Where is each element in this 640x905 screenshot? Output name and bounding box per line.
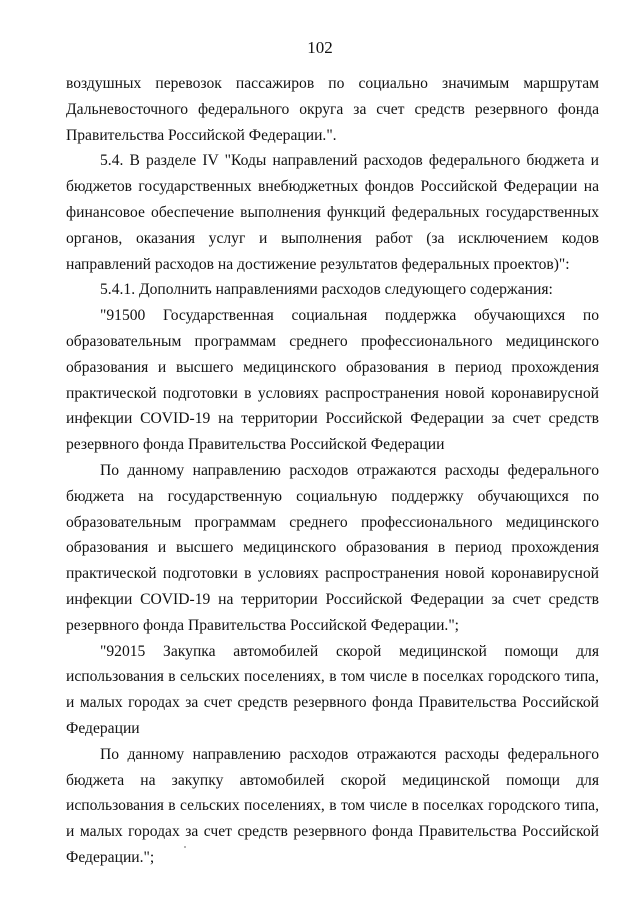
document-body [66,71,599,871]
paragraph-continuation: воздушных перевозок пассажиров по социально значимым маршрутам Дальневосточного федерального округа за счет средств резервного фонда Правительства Российской Федерации.". [66,75,599,144]
page-number: 102 [307,38,333,57]
paragraph-code-92015-description: По данному направлению расходов отражаются расходы федерального бюджета на закупку автомобилей скорой медицинской помощи для использования в сельских поселениях, в том числе в поселках городского типа, и малых городах за счет средств резервного фонда Правительства Российской Федерации."; [66,745,599,866]
paragraph-section-5-4-1: 5.4.1. Дополнить направлениями расходов следующего содержания: [100,281,553,299]
scan-dot [184,846,186,848]
paragraph-code-91500-description: По данному направлению расходов отражаются расходы федерального бюджета на государственную социальную поддержку обучающихся по образовательным программам среднего профессионального медицинского образования и высшего медицинского образования в период прохождения практической подготовки в условиях распространения новой коронавирусной инфекции COVID-19 на территории Российской Федерации за счет средств резервного фонда Правительства Российской Федерации."; [66,461,599,634]
paragraph-code-92015: "92015 Закупка автомобилей скорой медицинской помощи для использования в сельских поселениях, в том числе в поселках городского типа, и малых городах за счет средств резервного фонда Правительства Российской Федерации [66,642,599,737]
paragraph-code-91500: "91500 Государственная социальная поддержка обучающихся по образовательным программам среднего профессионального медицинского образования и высшего медицинского образования в период прохождения практической подготовки в условиях распространения новой коронавирусной инфекции COVID-19 на территории Российской Федерации за счет средств резервного фонда Правительства Российской Федерации [66,307,599,454]
paragraph-section-5-4: 5.4. В разделе IV "Коды направлений расходов федерального бюджета и бюджетов государственных внебюджетных фондов Российской Федерации на финансовое обеспечение выполнения функций федеральных государственных органов, оказания услуг и выполнения работ (за исключением кодов направлений расходов на достижение результатов федеральных проектов)": [66,152,599,273]
